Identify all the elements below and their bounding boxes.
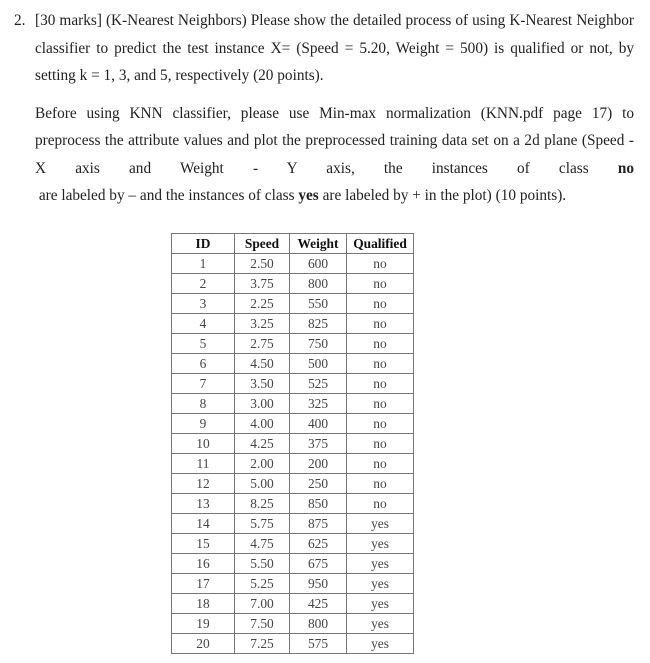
cell-weight: 525 xyxy=(290,374,347,394)
cell-qualified: no xyxy=(347,314,414,334)
table-row xyxy=(172,554,414,574)
cell-id: 6 xyxy=(172,354,235,374)
cell-id: 11 xyxy=(172,454,235,474)
cell-qualified: yes xyxy=(347,614,414,634)
cell-weight: 375 xyxy=(290,434,347,454)
table-row xyxy=(172,594,414,614)
header-weight: Weight xyxy=(290,234,347,254)
question-paragraph-2 xyxy=(35,100,634,210)
cell-weight: 875 xyxy=(290,514,347,534)
cell-speed: 4.50 xyxy=(235,354,290,374)
cell-speed: 3.75 xyxy=(235,274,290,294)
training-data-table xyxy=(171,233,414,654)
cell-id: 20 xyxy=(172,634,235,654)
cell-speed: 3.00 xyxy=(235,394,290,414)
cell-qualified: no xyxy=(347,454,414,474)
table-row xyxy=(172,374,414,394)
cell-speed: 4.00 xyxy=(235,414,290,434)
table-row xyxy=(172,494,414,514)
cell-id: 15 xyxy=(172,534,235,554)
cell-weight: 750 xyxy=(290,334,347,354)
cell-qualified: no xyxy=(347,434,414,454)
cell-id: 14 xyxy=(172,514,235,534)
table-row xyxy=(172,534,414,554)
cell-weight: 825 xyxy=(290,314,347,334)
cell-weight: 250 xyxy=(290,474,347,494)
cell-weight: 850 xyxy=(290,494,347,514)
cell-speed: 4.75 xyxy=(235,534,290,554)
cell-id: 19 xyxy=(172,614,235,634)
cell-qualified: no xyxy=(347,414,414,434)
cell-speed: 3.25 xyxy=(235,314,290,334)
class-no-label: no xyxy=(617,159,634,177)
table-row xyxy=(172,514,414,534)
table-row xyxy=(172,454,414,474)
cell-weight: 500 xyxy=(290,354,347,374)
cell-speed: 7.00 xyxy=(235,594,290,614)
cell-weight: 675 xyxy=(290,554,347,574)
cell-qualified: no xyxy=(347,354,414,374)
cell-speed: 5.75 xyxy=(235,514,290,534)
cell-qualified: yes xyxy=(347,514,414,534)
cell-qualified: yes xyxy=(347,634,414,654)
cell-qualified: no xyxy=(347,334,414,354)
table-row xyxy=(172,394,414,414)
cell-qualified: no xyxy=(347,494,414,514)
paragraph-2-text-3: are labeled by + in the plot) (10 points). xyxy=(318,187,567,204)
cell-id: 1 xyxy=(172,254,235,274)
cell-qualified: no xyxy=(347,374,414,394)
table-row xyxy=(172,574,414,594)
table-row xyxy=(172,414,414,434)
cell-id: 17 xyxy=(172,574,235,594)
cell-id: 2 xyxy=(172,274,235,294)
cell-id: 3 xyxy=(172,294,235,314)
cell-id: 12 xyxy=(172,474,235,494)
cell-weight: 425 xyxy=(290,594,347,614)
table-row xyxy=(172,334,414,354)
cell-id: 9 xyxy=(172,414,235,434)
table-row xyxy=(172,474,414,494)
header-id: ID xyxy=(172,234,235,254)
cell-speed: 7.50 xyxy=(235,614,290,634)
cell-qualified: no xyxy=(347,294,414,314)
cell-qualified: yes xyxy=(347,594,414,614)
cell-id: 7 xyxy=(172,374,235,394)
cell-id: 18 xyxy=(172,594,235,614)
header-qualified: Qualified xyxy=(347,234,414,254)
cell-qualified: no xyxy=(347,274,414,294)
table-row xyxy=(172,354,414,374)
cell-speed: 2.50 xyxy=(235,254,290,274)
table-row xyxy=(172,254,414,274)
question-paragraph-1: [30 marks] (K-Nearest Neighbors) Please show the detailed process of using K-Nearest Neighbor classifier to predict the test instance X= (Speed = 5.20, Weight = 500) is qualified or not, by setting k = 1, 3, and 5, respectively (20 points). xyxy=(35,12,634,84)
cell-speed: 2.25 xyxy=(235,294,290,314)
paragraph-2-text-1: Before using KNN classifier, please use Min-max normalization (KNN.pdf page 17) to preprocess the attribute values and plot the preprocessed training data set on a 2d plane (Speed - X axis and Weight - Y axis, the instances of class xyxy=(35,104,634,177)
cell-speed: 5.50 xyxy=(235,554,290,574)
cell-speed: 2.75 xyxy=(235,334,290,354)
cell-qualified: yes xyxy=(347,574,414,594)
cell-id: 16 xyxy=(172,554,235,574)
cell-qualified: yes xyxy=(347,554,414,574)
cell-speed: 8.25 xyxy=(235,494,290,514)
cell-qualified: yes xyxy=(347,534,414,554)
table-row xyxy=(172,294,414,314)
cell-weight: 600 xyxy=(290,254,347,274)
cell-weight: 800 xyxy=(290,274,347,294)
cell-weight: 575 xyxy=(290,634,347,654)
cell-qualified: no xyxy=(347,474,414,494)
cell-weight: 400 xyxy=(290,414,347,434)
question-block xyxy=(14,7,634,210)
header-speed: Speed xyxy=(235,234,290,254)
cell-id: 13 xyxy=(172,494,235,514)
table-row xyxy=(172,614,414,634)
cell-qualified: no xyxy=(347,254,414,274)
question-number: 2. xyxy=(14,12,26,29)
cell-id: 8 xyxy=(172,394,235,414)
cell-weight: 550 xyxy=(290,294,347,314)
cell-speed: 3.50 xyxy=(235,374,290,394)
cell-id: 10 xyxy=(172,434,235,454)
cell-weight: 625 xyxy=(290,534,347,554)
class-yes-label: yes xyxy=(298,187,319,204)
cell-qualified: no xyxy=(347,394,414,414)
table-row xyxy=(172,634,414,654)
cell-speed: 4.25 xyxy=(235,434,290,454)
cell-weight: 325 xyxy=(290,394,347,414)
cell-speed: 5.25 xyxy=(235,574,290,594)
cell-id: 5 xyxy=(172,334,235,354)
cell-id: 4 xyxy=(172,314,235,334)
table-row xyxy=(172,274,414,294)
cell-speed: 7.25 xyxy=(235,634,290,654)
cell-weight: 200 xyxy=(290,454,347,474)
table-body xyxy=(172,254,414,654)
paragraph-2-text-2: are labeled by – and the instances of class xyxy=(35,187,299,204)
cell-weight: 950 xyxy=(290,574,347,594)
cell-weight: 800 xyxy=(290,614,347,634)
cell-speed: 2.00 xyxy=(235,454,290,474)
table-header-row xyxy=(172,234,414,254)
cell-speed: 5.00 xyxy=(235,474,290,494)
table-row xyxy=(172,314,414,334)
table-row xyxy=(172,434,414,454)
